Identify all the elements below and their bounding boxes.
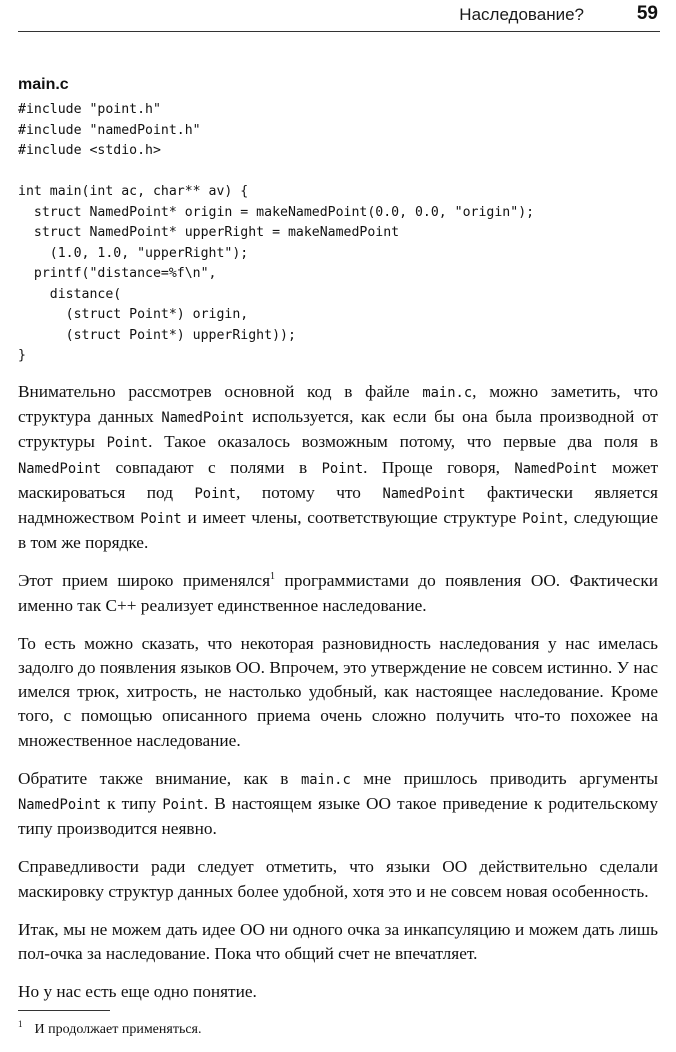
page-number: 59	[636, 3, 658, 24]
code-listing-title: main.c	[18, 76, 69, 93]
paragraph: Справедливости ради следует отметить, что языки ОО действительно сделали маскировку структур данных более удобной, хотя это и не совсем новая особенность.	[18, 857, 658, 901]
inline-code: NamedPoint	[18, 460, 102, 477]
inline-code: NamedPoint	[382, 485, 466, 502]
paragraph: Обратите также внимание, как в main.c мне пришлось приводить аргументы NamedPoint к типу Point. В настоящем языке ОО такое приведение к родительскому типу производится неявно.	[18, 768, 659, 839]
paragraph: Этот прием широко применялся$^1$ программистами до появления ОО. Фактически именно так C++ реализует единственное наследование.	[18, 571, 658, 615]
footnote	[18, 1019, 202, 1038]
inline-code: Point	[194, 485, 237, 502]
inline-code: NamedPoint	[514, 460, 598, 477]
inline-code: NamedPoint	[161, 410, 245, 427]
paragraph: Но у нас есть еще одно понятие.	[18, 982, 257, 1002]
inline-code: Point	[106, 435, 149, 452]
footnote-text: И продолжает применяться.	[34, 1022, 202, 1037]
code-listing: #include "point.h" #include "namedPoint.h" #include <stdio.h> int main(int ac, char** av) { struct NamedPoint* origin = makeNamedPoint(0.0, 0.0, "origin"); struct NamedPoint* upperRight = makeNamedPoint (1.0, 1.0, "upperRight"); printf("distance=%f\n", distance( (struct Point*) origin, (struct Point*) upperRight)); }	[18, 102, 535, 363]
inline-code: main.c	[422, 385, 473, 401]
header-divider	[18, 31, 660, 32]
inline-code: Point	[522, 511, 564, 528]
paragraph: То есть можно сказать, что некоторая разновидность наследования у нас имелась задолго до появления языков ОО. Впрочем, это утверждение не совсем истинно. У нас имелся трюк, хитрость, не настолько удобный, как настоящее наследование. Кроме того, с помощью описанного приема очень сложно получить что-то похожее на множественное наследование.	[18, 633, 658, 750]
paragraph: Внимательно рассмотрев основной код в файле main.c, можно заметить, что структура данных NamedPoint используется, как если бы она была производной от структуры Point. Такое оказалось возможным потому, что первые два поля в NamedPoint совпадают с полями в Point. Проще говоря, NamedPoint может маскироваться под Point, потому что NamedPoint фактически является надмножеством Point и имеет члены, соответствующие структуре Point, следующие в том же порядке.	[18, 382, 659, 553]
inline-code: Point	[140, 511, 182, 528]
page-header	[0, 0, 676, 44]
footnote-divider	[18, 1010, 110, 1011]
paragraph: Итак, мы не можем дать идее ОО ни одного очка за инкапсуляцию и можем дать лишь пол-очка за наследование. Пока что общий счет не впечатляет.	[18, 919, 658, 964]
inline-code: NamedPoint	[18, 797, 102, 814]
inline-code: Point	[321, 460, 364, 477]
footnote-reference[interactable]: 1	[270, 571, 276, 583]
inline-code: main.c	[300, 771, 351, 788]
inline-code: Point	[162, 797, 204, 814]
running-header-title: Наследование?	[459, 5, 584, 24]
body-text	[18, 380, 658, 1018]
footnote-marker: 1	[18, 1019, 23, 1030]
